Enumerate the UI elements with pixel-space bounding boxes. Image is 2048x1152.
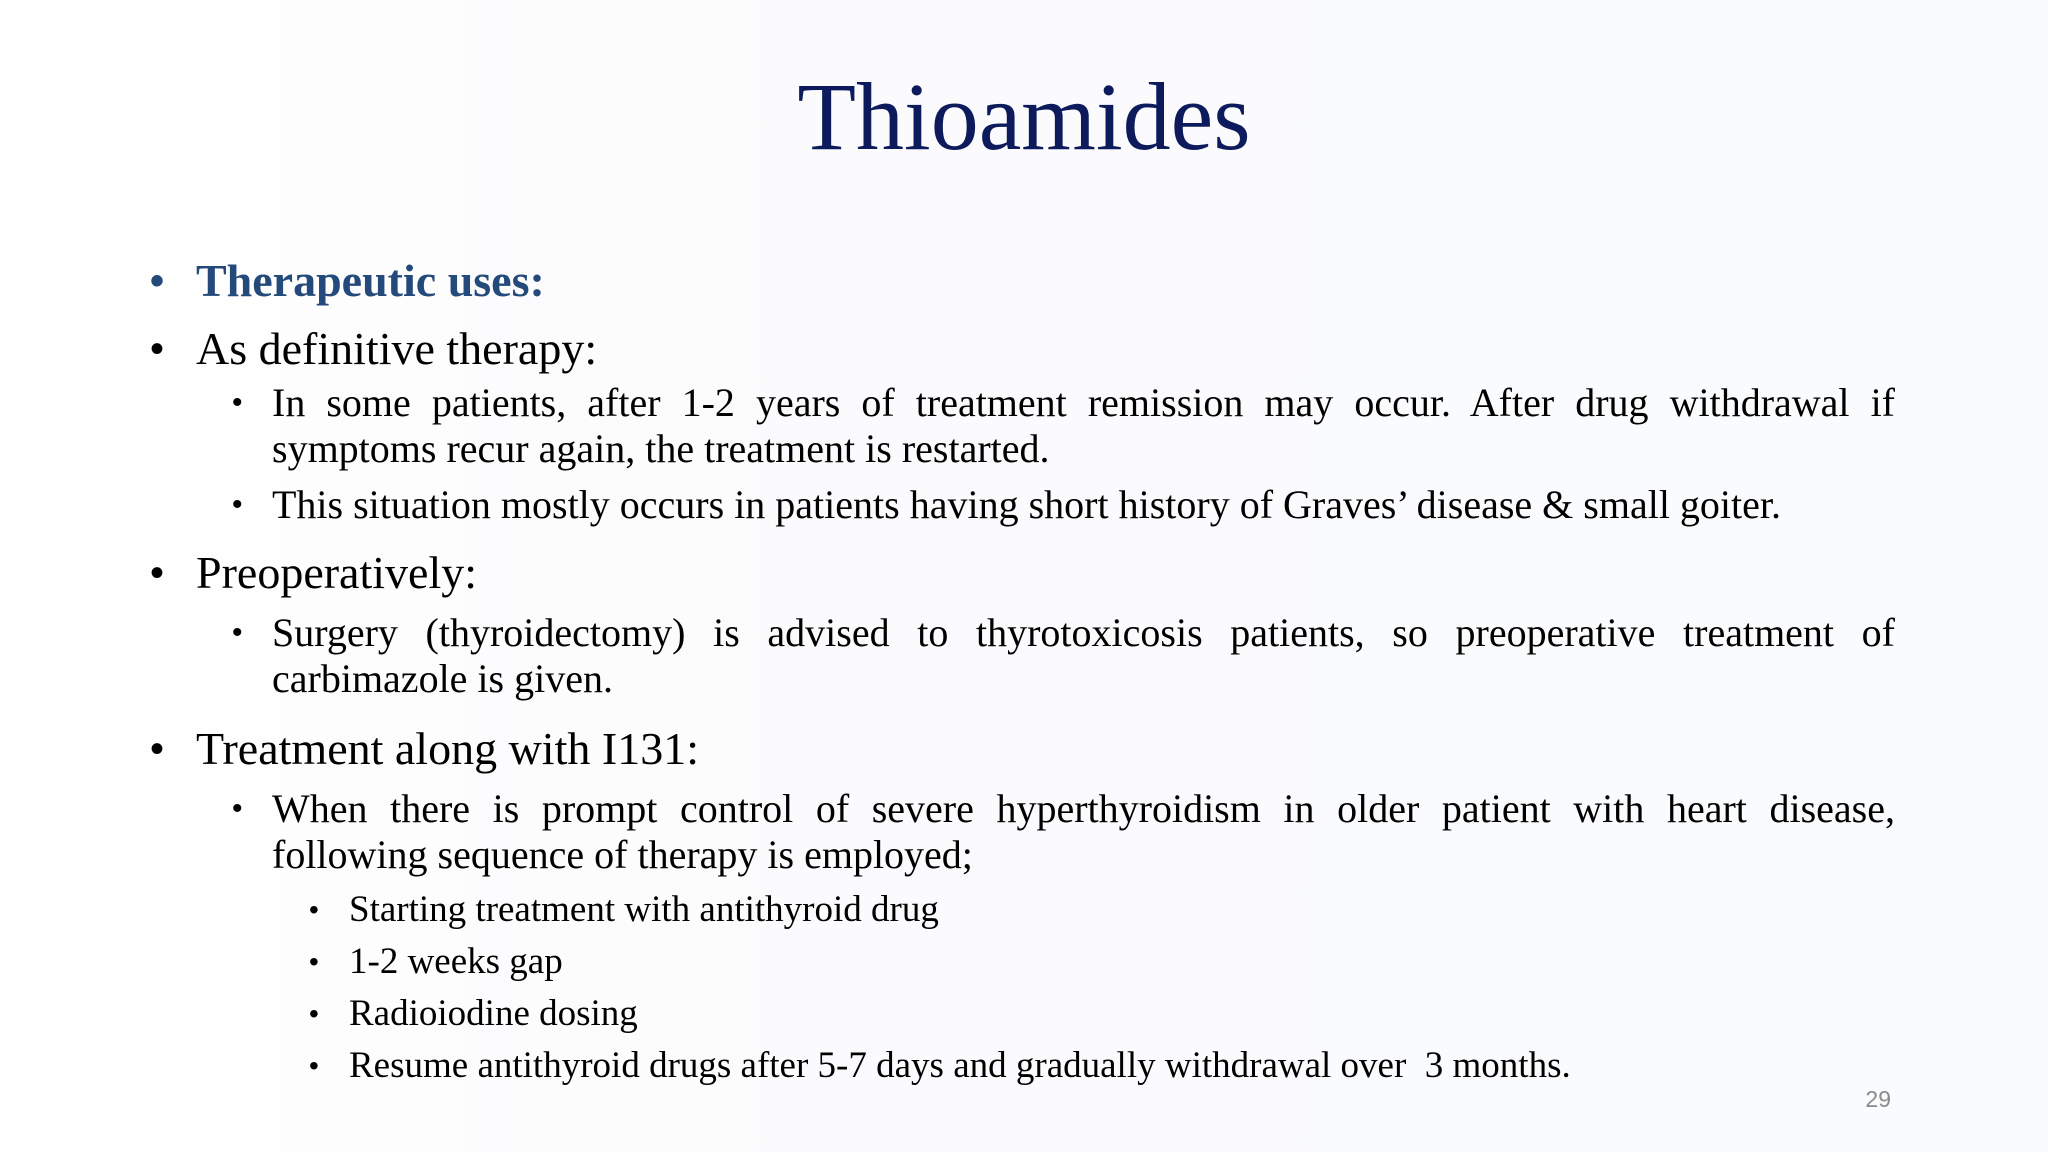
bullet-definitive-therapy [150, 322, 1895, 376]
sub-bullet [232, 610, 1895, 702]
bullet-preoperatively [150, 546, 1895, 600]
sequence-text: Radioiodine dosing [349, 993, 638, 1034]
sequence-text: Starting treatment with antithyroid drug [349, 889, 939, 930]
bullet-label: Preoperatively: [196, 547, 478, 598]
sub-bullet-text: In some patients, after 1-2 years of treatment remission may occur. After drug withdrawal if symptoms recur again, the treatment is restarted. [272, 380, 1895, 471]
sub-bullet-text: This situation mostly occurs in patients having short history of Graves’ disease & small goiter. [272, 482, 1782, 527]
bullet-label: Treatment along with I131: [196, 723, 699, 774]
sequence-text: Resume antithyroid drugs after 5-7 days and gradually withdrawal over 3 months. [349, 1045, 1571, 1086]
bullet-therapeutic-uses [150, 254, 1895, 308]
bullet-treatment-i131 [150, 722, 1895, 776]
bullet-icon: • [150, 327, 165, 371]
sub-bullet [232, 380, 1895, 472]
bullet-icon: • [232, 488, 243, 521]
bullet-icon: • [309, 1050, 319, 1081]
page-number: 29 [1865, 1086, 1891, 1112]
sub-bullet-text: Surgery (thyroidectomy) is advised to thyrotoxicosis patients, so preoperative treatment of carbimazole is given. [272, 610, 1895, 701]
sub-bullet [232, 482, 1895, 528]
bullet-icon: • [309, 894, 319, 925]
sub-bullet-text: When there is prompt control of severe hyperthyroidism in older patient with heart disease, following sequence of therapy is employed; [272, 786, 1895, 877]
sequence-item [309, 992, 1895, 1036]
sub-bullet [232, 786, 1895, 878]
sequence-item [309, 940, 1895, 984]
heading-text: Therapeutic uses: [196, 255, 545, 306]
bullet-icon: • [150, 259, 165, 303]
sequence-text: 1-2 weeks gap [349, 941, 563, 982]
slide-body [150, 254, 1895, 1088]
bullet-icon: • [232, 616, 243, 649]
sequence-item [309, 888, 1895, 932]
bullet-icon: • [232, 386, 243, 419]
bullet-icon: • [309, 946, 319, 977]
slide-title: Thioamides [797, 63, 1251, 170]
sequence-item [309, 1044, 1895, 1088]
bullet-icon: • [309, 998, 319, 1029]
bullet-label: As definitive therapy: [196, 323, 598, 374]
bullet-icon: • [232, 792, 243, 825]
bullet-icon: • [150, 727, 165, 771]
bullet-icon: • [150, 551, 165, 595]
